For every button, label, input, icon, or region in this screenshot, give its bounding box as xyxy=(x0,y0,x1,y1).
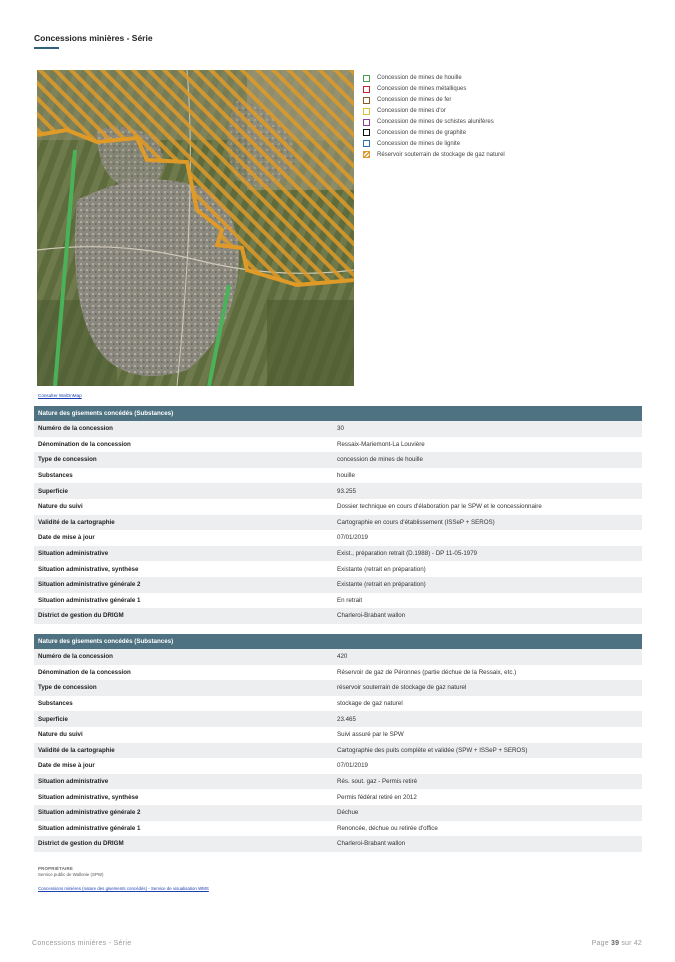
page-sep: sur xyxy=(621,940,632,947)
legend-label: Concession de mines de schistes alunifères xyxy=(377,119,494,125)
table-row xyxy=(34,805,642,821)
row-value: 420 xyxy=(337,653,348,661)
table-row xyxy=(34,546,642,562)
row-value: houille xyxy=(337,472,355,480)
row-label: Situation administrative, synthèse xyxy=(38,565,139,573)
legend-item-houille xyxy=(363,73,505,84)
legend-swatch-icon xyxy=(363,119,370,126)
row-value: stockage de gaz naturel xyxy=(337,700,403,708)
table-row xyxy=(34,836,642,852)
row-label: District de gestion du DRIGM xyxy=(38,840,124,848)
legend-swatch-icon xyxy=(363,86,370,93)
row-label: Situation administrative xyxy=(38,550,109,558)
row-value: Déchue xyxy=(337,809,359,817)
legend-item-metalliques xyxy=(363,84,505,95)
table-row xyxy=(34,743,642,759)
legend-label: Concession de mines métalliques xyxy=(377,86,467,93)
row-value: Suivi assuré par le SPW xyxy=(337,731,404,739)
row-value: Renoncée, déchue ou retirée d'office xyxy=(337,824,438,832)
title-underline xyxy=(34,47,59,49)
table-row xyxy=(34,696,642,712)
page-total: 42 xyxy=(633,940,642,947)
table-row xyxy=(34,774,642,790)
row-value: Cartographie en cours d'établissement (ISSeP + SEROS) xyxy=(337,518,495,526)
row-value: Charleroi-Brabant wallon xyxy=(337,840,406,848)
row-label: Date de mise à jour xyxy=(38,534,95,542)
row-label: Situation administrative xyxy=(38,778,109,786)
table-row xyxy=(34,499,642,515)
legend-swatch-icon xyxy=(363,151,370,158)
row-value: Dossier technique en cours d'élaboration par le SPW et le concessionnaire xyxy=(337,503,542,511)
page-title: Concessions minières - Série xyxy=(34,33,153,43)
row-value: 30 xyxy=(337,425,344,433)
owner-block xyxy=(38,866,209,895)
table-row xyxy=(34,437,642,453)
row-label: Validité de la cartographie xyxy=(38,746,115,754)
table-header: Nature des gisements concédés (Substances) xyxy=(34,634,642,649)
row-label: Situation administrative générale 2 xyxy=(38,809,141,817)
row-value: Exist., préparation retrait (D.1988) - DP 11-05-1979 xyxy=(337,550,478,558)
row-label: Superficie xyxy=(38,715,68,723)
row-value: En retrait xyxy=(337,596,363,604)
table-row xyxy=(34,483,642,499)
legend-item-lignite xyxy=(363,138,505,149)
row-label: Situation administrative, synthèse xyxy=(38,793,139,801)
row-value: concession de mines de houille xyxy=(337,456,423,464)
legend-label: Concession de mines d'or xyxy=(377,108,446,115)
legend-swatch-icon xyxy=(363,97,370,104)
aerial-map-image xyxy=(37,70,354,386)
row-value: Existante (retrait en préparation) xyxy=(337,565,426,573)
legend-label: Réservoir souterrain de stockage de gaz naturel xyxy=(377,151,505,158)
legend-item-fer xyxy=(363,95,505,106)
table-row xyxy=(34,577,642,593)
row-value: 93.255 xyxy=(337,487,356,495)
page-prefix: Page xyxy=(591,940,609,947)
row-label: Date de mise à jour xyxy=(38,762,95,770)
row-value: 07/01/2019 xyxy=(337,762,368,770)
table-row xyxy=(34,561,642,577)
table-body xyxy=(34,421,642,624)
row-label: Dénomination de la concession xyxy=(38,440,131,448)
row-value: 07/01/2019 xyxy=(337,534,368,542)
legend-label: Concession de mines de lignite xyxy=(377,140,461,147)
legend-label: Concession de mines de houille xyxy=(377,75,462,82)
row-label: Numéro de la concession xyxy=(38,653,113,661)
row-value: Ressaix-Mariemont-La Louvière xyxy=(337,440,425,448)
walonmap-link[interactable]: Consulter WalOnMap xyxy=(38,393,82,398)
legend-item-gaz xyxy=(363,149,505,160)
map-legend xyxy=(363,73,505,160)
owner-title: PROPRIÉTAIRE xyxy=(38,866,74,871)
concession-table-1 xyxy=(34,406,642,624)
table-row xyxy=(34,680,642,696)
legend-label: Concession de mines de fer xyxy=(377,97,452,104)
row-label: Situation administrative générale 1 xyxy=(38,824,141,832)
row-label: Type de concession xyxy=(38,456,97,464)
table-body xyxy=(34,649,642,852)
row-value: Existante (retrait en préparation) xyxy=(337,581,426,589)
table-row xyxy=(34,789,642,805)
row-label: Substances xyxy=(38,472,73,480)
table-row xyxy=(34,515,642,531)
page-number xyxy=(592,940,642,947)
table-row xyxy=(34,468,642,484)
legend-item-graphite xyxy=(363,127,505,138)
table-row xyxy=(34,758,642,774)
legend-item-or xyxy=(363,106,505,117)
table-row xyxy=(34,649,642,665)
map-view[interactable] xyxy=(37,70,354,386)
row-label: Validité de la cartographie xyxy=(38,518,115,526)
legend-swatch-icon xyxy=(363,75,370,82)
row-label: Situation administrative générale 2 xyxy=(38,581,141,589)
row-value: Rés. sout. gaz - Permis retiré xyxy=(337,778,418,786)
footer-title: Concessions minières - Série xyxy=(32,940,132,947)
concession-table-2 xyxy=(34,634,642,852)
legend-swatch-icon xyxy=(363,108,370,115)
table-header: Nature des gisements concédés (Substances) xyxy=(34,406,642,421)
row-label: Superficie xyxy=(38,487,68,495)
row-label: Dénomination de la concession xyxy=(38,668,131,676)
row-label: Type de concession xyxy=(38,684,97,692)
table-row xyxy=(34,727,642,743)
row-label: District de gestion du DRIGM xyxy=(38,612,124,620)
wms-service-link[interactable]: Concessions minières (nature des gisements concédés) - Service de visualisation WMS xyxy=(38,886,209,891)
table-row xyxy=(34,711,642,727)
table-row xyxy=(34,530,642,546)
row-label: Situation administrative générale 1 xyxy=(38,596,141,604)
table-row xyxy=(34,421,642,437)
row-label: Numéro de la concession xyxy=(38,425,113,433)
row-value: Réservoir de gaz de Péronnes (partie déchue de la Ressaix, etc.) xyxy=(337,668,517,676)
row-label: Nature du suivi xyxy=(38,731,83,739)
row-value: Charleroi-Brabant wallon xyxy=(337,612,406,620)
legend-swatch-icon xyxy=(363,140,370,147)
table-row xyxy=(34,593,642,609)
legend-swatch-icon xyxy=(363,129,370,136)
table-row xyxy=(34,665,642,681)
row-value: 23.465 xyxy=(337,715,356,723)
row-value: réservoir souterrain de stockage de gaz naturel xyxy=(337,684,467,692)
row-value: Cartographie des puits complète et validée (SPW + ISSeP + SEROS) xyxy=(337,746,528,754)
legend-label: Concession de mines de graphite xyxy=(377,129,467,136)
table-row xyxy=(34,608,642,624)
table-row xyxy=(34,821,642,837)
page-current: 39 xyxy=(610,940,620,947)
owner-name: Service public de Wallonie (SPW) xyxy=(38,872,104,877)
row-value: Permis fédéral retiré en 2012 xyxy=(337,793,417,801)
table-row xyxy=(34,452,642,468)
row-label: Substances xyxy=(38,700,73,708)
row-label: Nature du suivi xyxy=(38,503,83,511)
legend-item-schistes xyxy=(363,117,505,128)
